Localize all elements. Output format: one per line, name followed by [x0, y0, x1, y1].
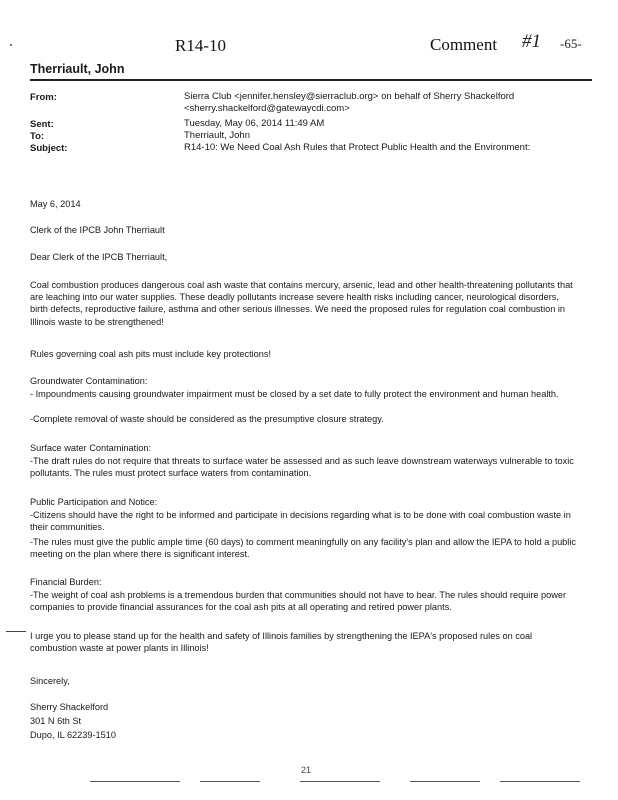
docket-stamp: R14-10: [175, 36, 226, 55]
bottom-scan-line-5: [500, 781, 580, 782]
closing-paragraph: I urge you to please stand up for the health and safety of Illinois families by strengthening the IEPA's proposed rules on coal combustion waste at power plants in Illinois!: [30, 631, 533, 654]
sent-value: Tuesday, May 06, 2014 11:49 AM: [184, 118, 325, 129]
header-rule: [30, 79, 592, 81]
groundwater-title: Groundwater Contamination:: [30, 376, 148, 386]
public-participation-item-1: -Citizens should have the right to be informed and participate in decisions regarding what is to be done with coal combustion waste in their communities.: [30, 510, 571, 533]
bottom-scan-line-4: [410, 781, 480, 782]
person-name: Therriault, John: [30, 62, 125, 76]
page-number: 21: [301, 765, 312, 775]
intro-paragraph: Coal combustion produces dangerous coal ash waste that contains mercury, arsenic, lead and other health-threatening pollutants that are leaching into our water supplies. These deadly pollutants increase severe health risks including cancer, neurological disorders, birth defects, reproductive failure, asthma and other serious illnesses. We need the proposed rules for regulation coal combustion in Illinois waste to be strengthened!: [30, 280, 573, 327]
public-participation-title: Public Participation and Notice:: [30, 497, 158, 507]
public-participation-item-2: -The rules must give the public ample time (60 days) to comment meaningfully on any facility's plan and allow the IEPA to hold a public meeting on the plan where there is significant interest.: [30, 537, 576, 560]
signer-address-city: Dupo, IL 62239-1510: [30, 730, 116, 740]
sent-label: Sent:: [30, 119, 54, 130]
bottom-scan-line-2: [200, 781, 260, 782]
letter-recipient: Clerk of the IPCB John Therriault: [30, 225, 165, 235]
comment-number: #1: [522, 31, 541, 52]
subject-value: R14-10: We Need Coal Ash Rules that Protect Public Health and the Environment:: [184, 142, 531, 153]
subject-label: Subject:: [30, 143, 68, 154]
financial-burden-title: Financial Burden:: [30, 577, 102, 587]
closing-left-dash: [6, 631, 26, 632]
letter-date: May 6, 2014: [30, 199, 81, 209]
to-value: Therriault, John: [184, 130, 251, 141]
bottom-scan-line-3: [300, 781, 380, 782]
groundwater-item-1: - Impoundments causing groundwater impairment must be closed by a set date to fully protect the environment and human health.: [30, 389, 559, 399]
signoff: Sincerely,: [30, 676, 70, 686]
financial-burden-item-1: -The weight of coal ash problems is a tremendous burden that communities should not have to bear. The rules should require power companies to provide financial assurances for the coal ash pits at all operating and retired power plants.: [30, 590, 567, 613]
to-label: To:: [30, 131, 45, 142]
surface-water-title: Surface water Contamination:: [30, 443, 152, 453]
rules-line: Rules governing coal ash pits must include key protections!: [30, 349, 272, 359]
page-reference: -65-: [560, 36, 582, 51]
comment-label: Comment: [430, 35, 498, 54]
from-label: From:: [30, 92, 57, 103]
letter-greeting: Dear Clerk of the IPCB Therriault,: [30, 252, 168, 262]
bottom-scan-line-1: [90, 781, 180, 782]
from-value: Sierra Club <jennifer.hensley@sierraclub.org> on behalf of Sherry Shackelford <sherry.shackelford@gatewaycdi.com>: [184, 91, 515, 114]
surface-water-item-1: -The draft rules do not require that threats to surface water be assessed and as such leave downstream waterways vulnerable to toxic pollutants. The rules must protect surface waters from contamination.: [30, 456, 574, 479]
groundwater-item-2: -Complete removal of waste should be considered as the presumptive closure strategy.: [30, 414, 384, 424]
signer-name: Sherry Shackelford: [30, 702, 109, 712]
signer-address-street: 301 N 6th St: [30, 716, 82, 726]
scan-mark: [10, 44, 12, 46]
